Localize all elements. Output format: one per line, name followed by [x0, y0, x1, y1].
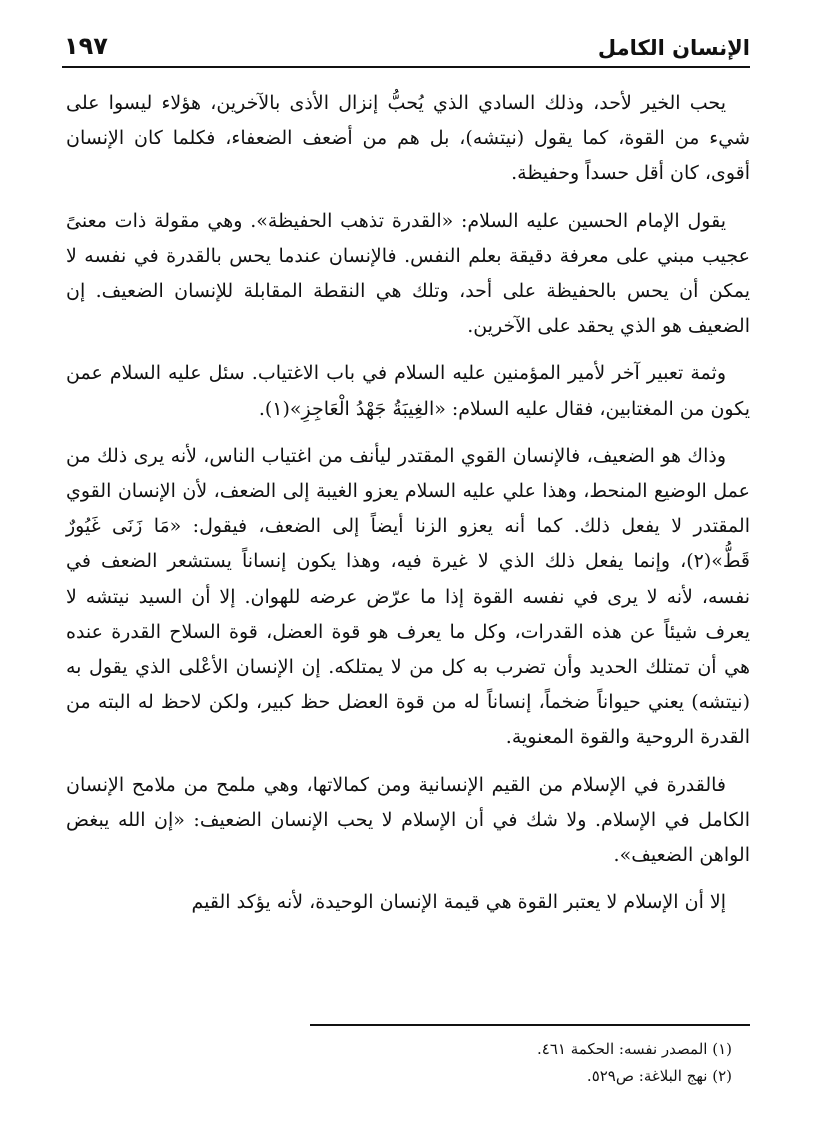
footnotes [310, 1024, 750, 1090]
paragraph: وثمة تعبير آخر لأمير المؤمنين عليه السلام في باب الاغتياب. سئل عليه السلام عمن يكون من المغتابين، فقال عليه السلام: «الغِيبَةُ جَهْدُ الْعَاجِزِ»(١). [66, 362, 750, 420]
paragraph: وذاك هو الضعيف، فالإنسان القوي المقتدر ليأنف من اغتياب الناس، لأنه يرى ذلك من عمل الوضيع المنحط، وهذا علي عليه السلام يعزو الغيبة إلى الضعف، لأن الإنسان القوي المقتدر لا يفعل ذلك. كما أنه يعزو الزنا أيضاً إلى الضعف، فيقول: «مَا زَنَى غَيُورٌ قَطُّ»(٢)، وإنما يفعل ذلك الذي لا غيرة فيه، وهذا يكون إنساناً يستشعر الضعف في نفسه، لأنه لا يرى في نفسه القوة إذا ما عرّض عرضه للهوان. إلا أن السيد نيتشه لا يعرف شيئاً عن هذه القدرات، وكل ما يعرف هو قوة العضل، قوة السلاح القدرة عنده هي أن تمتلك الحديد وأن تضرب به كل من لا يمتلكه. إن الإنسان الأعْلى الذي يقول به (نيتشه) يعني حيواناً ضخماً، إنساناً له من قوة العضل حظ كبير، ولكن لاحظ له البته من القدرة الروحية والقوة المعنوية. [66, 444, 750, 749]
running-title: الإنسان الكامل [597, 36, 750, 60]
paragraph: إلا أن الإسلام لا يعتبر القوة هي قيمة الإنسان الوحيدة، لأنه يؤكد القيم [191, 891, 726, 914]
footnote: (٢) نهج البلاغة: ص٥٢٩. [586, 1067, 732, 1085]
body-text [66, 86, 750, 920]
footnote: (١) المصدر نفسه: الحكمة ٤٦١. [537, 1040, 732, 1058]
paragraph: فالقدرة في الإسلام من القيم الإنسانية ومن كمالاتها، وهي ملمح من ملامح الإنسان الكامل في الإسلام. ولا شك في أن الإسلام لا يحب الإنسان الضعيف: «إن الله يبغض الواهن الضعيف». [66, 773, 750, 867]
page-header [62, 20, 750, 68]
paragraph: يحب الخير لأحد، وذلك السادي الذي يُحبُّ إنزال الأذى بالآخرين، هؤلاء ليسوا على شيء من القوة، كما يقول (نيتشه)، بل هم من أضعف الضعفاء، فكلما كان الإنسان أقوى، كان أقل حسداً وحفيظة. [66, 92, 750, 185]
page-number: ١٩٧ [64, 32, 108, 60]
paragraph: يقول الإمام الحسين عليه السلام: «القدرة تذهب الحفيظة». وهي مقولة ذات معنىً عجيب مبني على معرفة دقيقة بعلم النفس. فالإنسان عندما يحس بالقدرة في نفسه لا يمكن أن يحس بالحفيظة على أحد، وتلك هي النقطة المقابلة للإنسان الضعيف. إن الضعيف هو الذي يحقد على الآخرين. [66, 209, 750, 338]
